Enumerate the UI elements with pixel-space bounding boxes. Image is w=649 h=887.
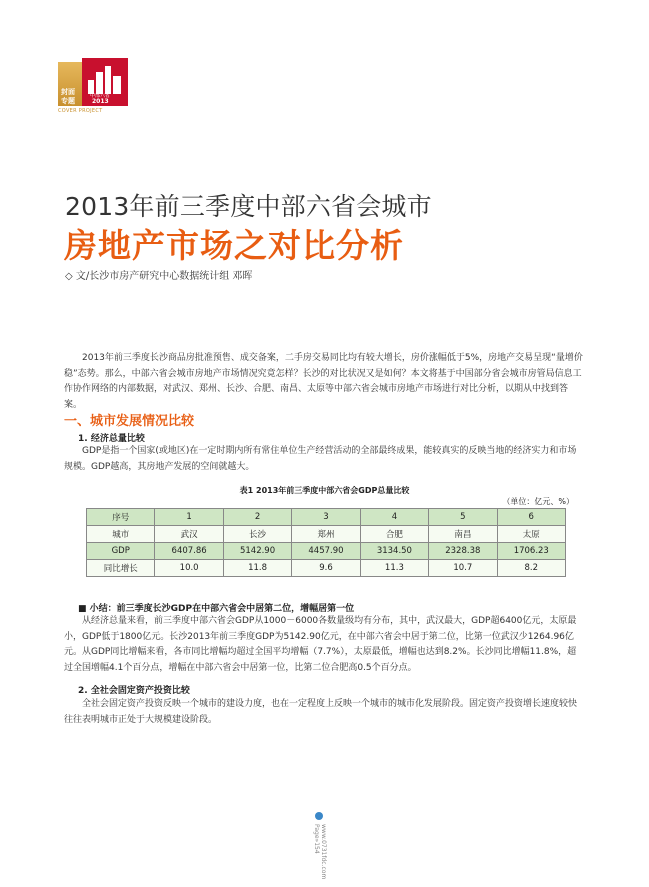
table-cell: 6407.86	[155, 543, 223, 560]
section-heading-city-development: 一、城市发展情况比较	[64, 414, 195, 429]
summary-heading: ■ 小结：前三季度长沙GDP在中部六省会中居第二位，增幅居第一位	[78, 604, 355, 614]
table-cell: 4	[360, 509, 428, 526]
building-logo-icon	[82, 58, 128, 106]
subheading-economy: 1. 经济总量比较	[78, 434, 145, 444]
table-cell: 8.2	[497, 560, 565, 577]
page-footer-vertical	[313, 812, 327, 882]
table-cell: 2	[223, 509, 291, 526]
table-row	[87, 509, 566, 526]
website: www.0731fdc.com	[320, 824, 327, 880]
table-cell: 合肥	[360, 526, 428, 543]
table-cell: 同比增长	[87, 560, 155, 577]
table-cell: 南昌	[429, 526, 497, 543]
table-cell: 武汉	[155, 526, 223, 543]
circle-icon	[315, 812, 323, 820]
table-cell: GDP	[87, 543, 155, 560]
logo-year: 2013	[92, 98, 109, 105]
table-cell: 10.7	[429, 560, 497, 577]
table-row	[87, 543, 566, 560]
table-cell: 序号	[87, 509, 155, 526]
logo-subtitle: COVER PROJECT	[58, 108, 103, 114]
logo-title: 中部六省	[90, 93, 111, 99]
table-cell: 5	[429, 509, 497, 526]
table-cell: 长沙	[223, 526, 291, 543]
table-cell: 10.0	[155, 560, 223, 577]
table-cell: 太原	[497, 526, 565, 543]
article-title-line-1: 2013年前三季度中部六省会城市	[65, 192, 432, 221]
page-number: Page»154	[313, 824, 320, 854]
table-row	[87, 526, 566, 543]
intro-paragraph: 2013年前三季度长沙商品房批准预售、成交备案，二手房交易同比均有较大增长，房价涨幅低于5%，房地产交易呈现“量增价稳”态势。那么，中部六省会城市房地产市场情况究竟怎样？长沙的对比状况又是如何？本文将基于中国部分省会城市房管局信息工作协作网络的内部数据，对武汉、郑州、长沙、合肥、南昌、太原等中部六省会城市房地产市场进行对比分析，以期从中找到答案。	[64, 353, 583, 410]
table-row	[87, 560, 566, 577]
table-cell: 3134.50	[360, 543, 428, 560]
table-cell: 6	[497, 509, 565, 526]
paragraph-fixed-investment: 全社会固定资产投资反映一个城市的建设力度，也在一定程度上反映一个城市的城市化发展阶段。固定资产投资增长速度较快往往表明城市正处于大规模建设阶段。	[64, 699, 578, 725]
paragraph-gdp: GDP是指一个国家(或地区)在一定时期内所有常住单位生产经营活动的全部最终成果，能较真实的反映当地的经济实力和市场规模。GDP越高，其房地产发展的空间就越大。	[64, 446, 577, 472]
table-cell: 郑州	[292, 526, 360, 543]
table-cell: 2328.38	[429, 543, 497, 560]
table-cell: 1	[155, 509, 223, 526]
table-cell: 1706.23	[497, 543, 565, 560]
badge-line-1: 封面	[61, 88, 75, 96]
article-title-line-2: 房地产市场之对比分析	[64, 226, 404, 265]
summary-paragraph-2: 从GDP同比增幅来看，各市同比增幅均超过全国平均增幅（7.7%），太原最低，增幅也达到8.2%。长沙同比增幅11.8%，超过全国增幅4.1个百分点，增幅在中部六省会中居第一位，比第二位合肥高0.5个百分点。	[64, 647, 577, 673]
table-cell: 9.6	[292, 560, 360, 577]
subheading-fixed-investment: 2. 全社会固定资产投资比较	[78, 686, 190, 696]
table-cell: 3	[292, 509, 360, 526]
table-cell: 11.8	[223, 560, 291, 577]
section-badge	[58, 62, 82, 106]
author-byline: ◇ 文/长沙市房产研究中心数据统计组 邓晖	[65, 271, 253, 282]
summary-paragraph-1: 从经济总量来看，前三季度中部六省会GDP从1000－6000各数量级均有分布，其中，武汉最大，GDP超6400亿元，太原最小，GDP低于1800亿元。长沙2013年前三季度GDP为5142.90亿元，在中部六省会中居于第二位，比第一位武汉少1264.96亿元。	[64, 616, 577, 657]
gdp-table	[86, 508, 566, 577]
table-cell: 城市	[87, 526, 155, 543]
table-title: 表1 2013年前三季度中部六省会GDP总量比较	[239, 486, 410, 495]
table-unit: （单位：亿元、%）	[502, 497, 574, 506]
table-cell: 11.3	[360, 560, 428, 577]
table-cell: 4457.90	[292, 543, 360, 560]
magazine-logo	[58, 58, 128, 112]
table-cell: 5142.90	[223, 543, 291, 560]
badge-line-2: 专题	[61, 97, 75, 105]
